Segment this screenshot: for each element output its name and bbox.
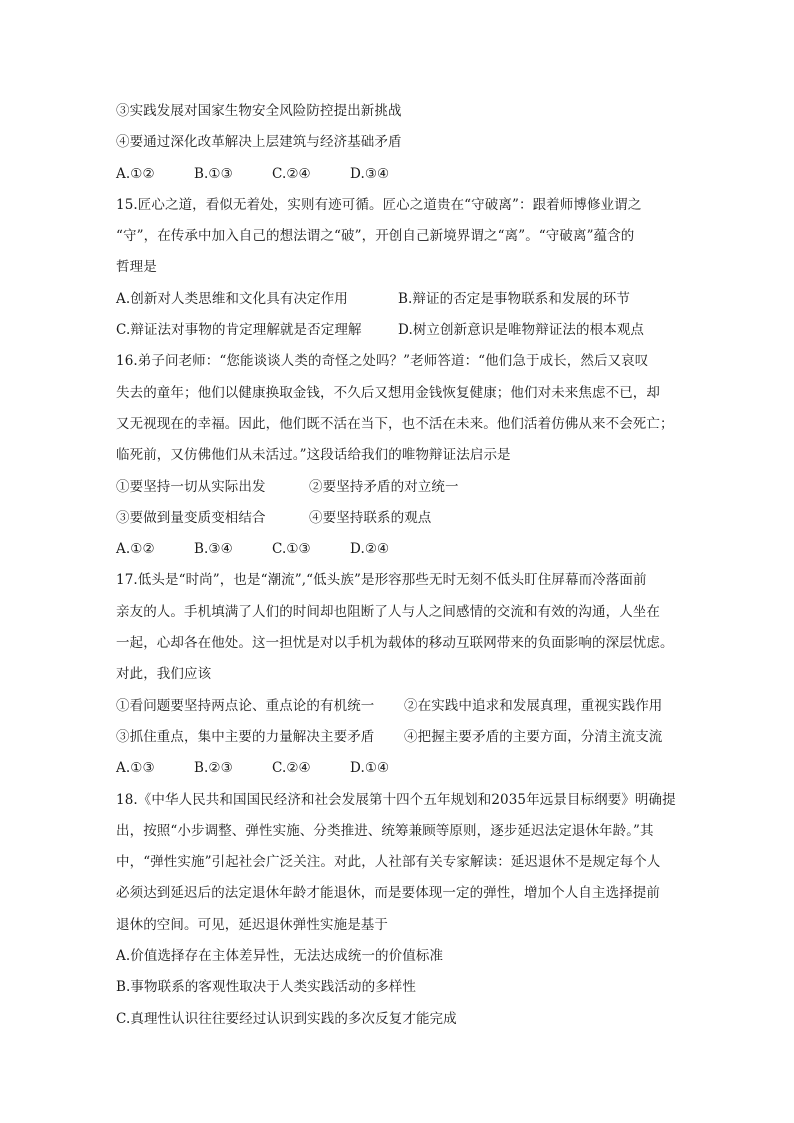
q16-items-row-1 (116, 472, 678, 503)
q14-item-4: ④要通过深化改革解决上层建筑与经济基础矛盾 (116, 134, 402, 151)
q18-option-b: B.事物联系的客观性取决于人类实践活动的多样性 (116, 979, 417, 996)
q16-options (116, 534, 678, 565)
q17-items-row-2 (116, 722, 678, 753)
q18-option-a: A.价值选择存在主体差异性，无法达成统一的价值标准 (116, 948, 444, 965)
q16-item-2: ②要坚持矛盾的对立统一 (309, 478, 459, 495)
q14-options (116, 159, 678, 190)
q16-option-d: D.②④ (350, 541, 390, 558)
q16-stem-line-4: 临死前，又仿佛他们从未活过。”这段话给我们的唯物辩证法启示是 (116, 447, 511, 464)
q17-option-b: B.②③ (194, 760, 233, 777)
q17-option-d: D.①④ (350, 760, 390, 777)
q17-stem-line-3: 一起，心却各在他处。这一担忧是对以手机为载体的移动互联网带来的负面影响的深层忧虑。 (116, 635, 674, 652)
q17-option-a: A.①③ (116, 760, 155, 777)
q15-option-c: C.辩证法对事物的肯定理解就是否定理解 (116, 322, 362, 339)
q18-stem-line-1: 18.《中华人民共和国国民经济和社会发展第十四个五年规划和2035年远景目标纲要》明确提 (116, 791, 676, 808)
q15-option-d: D.树立创新意识是唯物辩证法的根本观点 (398, 322, 645, 339)
q16-option-b: B.③④ (194, 541, 233, 558)
q14-item-3: ③实践发展对国家生物安全风险防控提出新挑战 (116, 103, 402, 119)
q18-option-c: C.真理性认识往往要经过认识到实践的多次反复才能完成 (116, 1010, 457, 1027)
q16-items-row-2 (116, 503, 678, 534)
q16-option-a: A.①② (116, 541, 155, 558)
q15-option-a: A.创新对人类思维和文化具有决定作用 (116, 290, 348, 307)
q17-item-2: ②在实践中追求和发展真理，重视实践作用 (404, 697, 663, 714)
q16-stem-line-3: 又无视现在的幸福。因此，他们既不活在当下，也不活在未来。他们活着仿佛从来不会死亡； (116, 415, 674, 432)
q18-stem-line-5: 退休的空间。可见，延迟退休弹性实施是基于 (116, 916, 388, 933)
q17-stem-line-1: 17.低头是“时尚”，也是“潮流”,“低头族”是形容那些无时无刻不低头盯住屏幕而冷落面前 (116, 572, 647, 589)
q15-options-row-1 (116, 284, 678, 315)
q17-item-1: ①看问题要坚持两点论、重点论的有机统一 (116, 697, 375, 714)
q17-items-row-1 (116, 691, 678, 722)
q16-stem-line-1: 16.弟子问老师：“您能谈谈人类的奇怪之处吗？”老师答道：“他们急于成长，然后又哀叹 (116, 353, 649, 370)
q16-item-1: ①要坚持一切从实际出发 (116, 478, 266, 495)
q15-stem-line-2: “守”，在传承中加入自己的想法谓之“破”，开创自己新境界谓之“离”。“守破离”蕴含的 (116, 228, 635, 245)
q18-stem-line-3: 中，“弹性实施”引起社会广泛关注。对此，人社部有关专家解读：延迟退休不是规定每个人 (116, 854, 661, 871)
q16-stem-line-2: 失去的童年；他们以健康换取金钱，不久后又想用金钱恢复健康；他们对未来焦虑不已，却 (116, 384, 660, 401)
q14-option-a: A.①② (116, 165, 155, 182)
q17-option-c: C.②④ (272, 760, 311, 777)
q17-options (116, 753, 678, 784)
q17-item-4: ④把握主要矛盾的主要方面，分清主流支流 (404, 728, 663, 745)
q15-stem-line-1: 15.匠心之道，看似无着处，实则有迹可循。匠心之道贵在“守破离”：跟着师博修业谓之 (116, 196, 642, 213)
q16-option-c: C.①③ (272, 541, 311, 558)
q14-option-c: C.②④ (272, 165, 311, 182)
q15-stem-line-3: 哲理是 (116, 259, 157, 276)
q15-options-row-2 (116, 315, 678, 346)
q15-option-b: B.辩证的否定是事物联系和发展的环节 (398, 290, 631, 307)
q16-item-3: ③要做到量变质变相结合 (116, 509, 266, 526)
q14-option-d: D.③④ (350, 165, 390, 182)
q16-item-4: ④要坚持联系的观点 (309, 509, 432, 526)
q17-stem-line-4: 对此，我们应该 (116, 666, 212, 683)
q18-stem-line-2: 出，按照“小步调整、弹性实施、分类推进、统筹兼顾等原则，逐步延迟法定退休年龄。”其 (116, 822, 654, 839)
q18-stem-line-4: 必须达到延迟后的法定退休年龄才能退休，而是要体现一定的弹性，增加个人自主选择提前 (116, 885, 660, 902)
q17-item-3: ③抓住重点，集中主要的力量解决主要矛盾 (116, 728, 375, 745)
q17-stem-line-2: 亲友的人。手机填满了人们的时间却也阻断了人与人之间感情的交流和有效的沟通，人坐在 (116, 603, 660, 620)
exam-page (116, 96, 678, 1035)
q14-option-b: B.①③ (194, 165, 233, 182)
